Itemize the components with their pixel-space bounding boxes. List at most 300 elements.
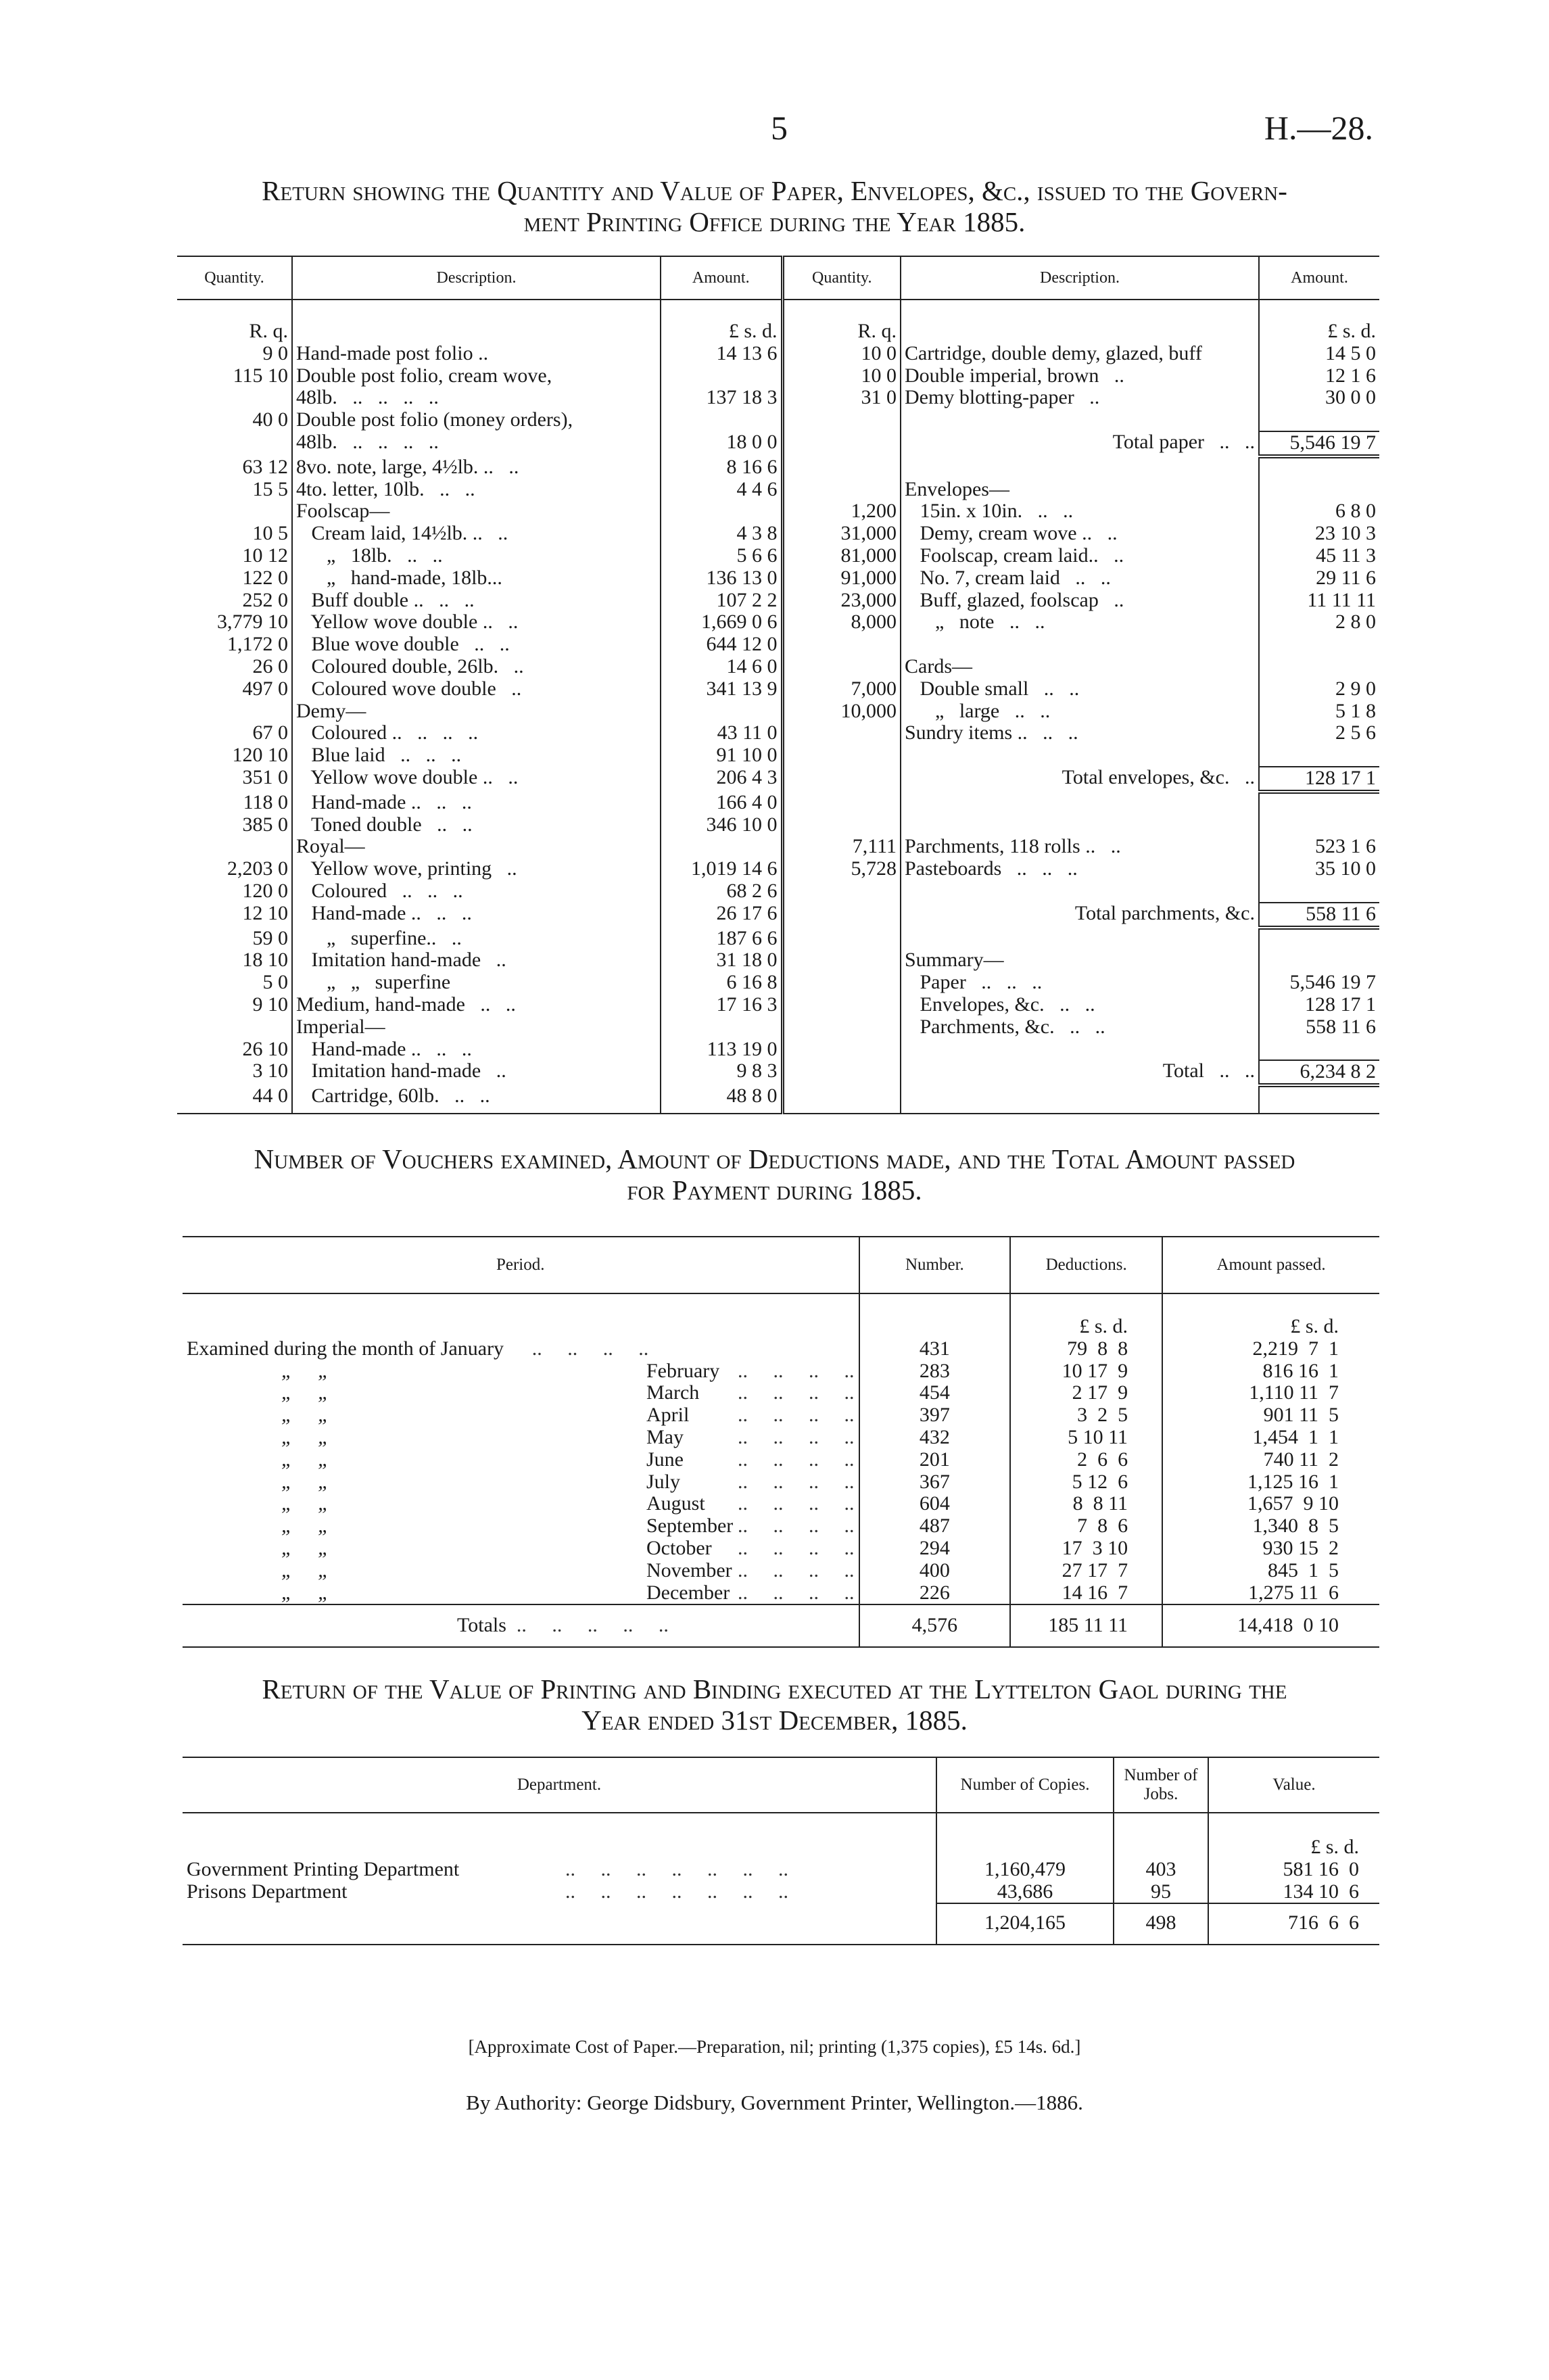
table-row (177, 343, 1379, 365)
right-quantity (782, 722, 901, 744)
left-description: Demy— (292, 700, 661, 723)
table-row (183, 1449, 1379, 1471)
voucher-number: 226 (859, 1582, 1011, 1605)
col-value: Value. (1208, 1757, 1379, 1813)
leader-dots: .. .. .. .. (728, 1558, 855, 1581)
left-amount: 48 8 0 (661, 1085, 782, 1108)
col-amount-passed: Amount passed. (1162, 1237, 1379, 1293)
left-quantity: 252 0 (242, 588, 288, 611)
left-quantity: 351 0 (242, 765, 288, 788)
left-quantity: 9 10 (252, 993, 288, 1016)
left-quantity: 1,172 0 (227, 633, 288, 656)
right-description: Total envelopes, &c. .. (901, 767, 1259, 792)
right-amount: 23 10 3 (1259, 523, 1379, 545)
col-quantity: Quantity. (177, 256, 292, 300)
right-description: Foolscap, cream laid.. .. (901, 545, 1259, 567)
left-amount: 4 3 8 (661, 523, 782, 545)
left-amount: 1,019 14 6 (661, 858, 782, 880)
right-description: Pasteboards .. .. .. (901, 858, 1259, 880)
left-amount: 14 6 0 (661, 656, 782, 678)
amount-passed: 1,454 1 1 (1162, 1427, 1379, 1449)
total-deductions: 185 11 11 (1010, 1604, 1162, 1647)
department-cell: Government Printing Department .. .. .. .. .. .. .. (187, 1857, 788, 1880)
vouchers-table (183, 1236, 1379, 1648)
deduction-amount: 8 8 11 (1010, 1493, 1162, 1515)
left-amount: 1,669 0 6 (661, 611, 782, 634)
right-amount (1259, 744, 1379, 767)
right-amount: 558 11 6 (1259, 1016, 1379, 1039)
left-description: 48lb. .. .. .. .. (292, 387, 661, 409)
month-name: January (440, 1337, 504, 1360)
left-description: „ „ superfine (292, 972, 661, 994)
deduction-amount: 17 3 10 (1010, 1538, 1162, 1560)
left-description: 48lb. .. .. .. .. (292, 431, 661, 456)
right-description (901, 792, 1259, 814)
right-quantity: 23,000 (782, 590, 901, 612)
right-quantity (782, 903, 901, 928)
table-row (183, 1538, 1379, 1560)
right-quantity (782, 928, 901, 950)
period-cell (183, 1427, 859, 1449)
table-row (183, 1471, 1379, 1494)
right-amount (1259, 1085, 1379, 1108)
left-amount: 341 13 9 (661, 678, 782, 700)
units-amount-passed: £ s. d. (1162, 1293, 1379, 1338)
totals-label-cell: Totals .. .. .. .. .. (183, 1604, 859, 1647)
table-row (177, 1039, 1379, 1061)
left-quantity: 3,779 10 (217, 611, 288, 634)
ditto-marks: „ „ (281, 1581, 329, 1604)
table-row (177, 792, 1379, 814)
table-row (177, 972, 1379, 994)
right-description: Summary— (901, 949, 1259, 972)
right-description (901, 814, 1259, 836)
period-cell (183, 1360, 859, 1383)
leader-dots: .. .. .. .. (728, 1404, 855, 1427)
right-amount: 11 11 11 (1259, 590, 1379, 612)
left-amount (661, 836, 782, 858)
col-description: Description. (292, 256, 661, 300)
total-amount-passed: 14,418 0 10 (1162, 1604, 1379, 1647)
leader-dots: .. .. .. .. (728, 1536, 855, 1559)
left-amount: 346 10 0 (661, 814, 782, 836)
left-quantity: 26 10 (242, 1037, 288, 1060)
table-row (177, 1060, 1379, 1085)
table-row (177, 545, 1379, 567)
right-description: Parchments, 118 rolls .. .. (901, 836, 1259, 858)
authority-line: By Authority: George Didsbury, Government Printer, Wellington.—1886. (466, 2091, 1083, 2114)
totals-row (183, 1604, 1379, 1647)
left-amount (661, 1016, 782, 1039)
ditto-marks: „ „ (281, 1536, 329, 1559)
month-name: April (646, 1404, 690, 1427)
voucher-number: 432 (859, 1427, 1011, 1449)
left-amount: 68 2 6 (661, 880, 782, 903)
left-amount: 17 16 3 (661, 994, 782, 1016)
col-copies: Number of Copies. (936, 1757, 1114, 1813)
month-name: June (646, 1448, 684, 1471)
right-quantity: 1,200 (782, 500, 901, 523)
month-name: May (646, 1425, 684, 1448)
left-description: Hand-made .. .. .. (292, 1039, 661, 1061)
left-amount (661, 409, 782, 431)
leader-dots: .. .. .. .. (521, 1337, 649, 1360)
amount-passed: 901 11 5 (1162, 1404, 1379, 1427)
units-qty: R. q. (249, 320, 288, 342)
table-row (183, 1560, 1379, 1582)
left-amount: 5 6 6 (661, 545, 782, 567)
col-number: Number. (859, 1237, 1011, 1293)
right-description: No. 7, cream laid .. .. (901, 567, 1259, 590)
table-row (177, 500, 1379, 523)
voucher-number: 454 (859, 1382, 1011, 1404)
units-amt-right: £ s. d. (1259, 300, 1379, 343)
right-quantity (782, 1060, 901, 1085)
right-quantity: 31 0 (782, 387, 901, 409)
left-quantity: 122 0 (242, 566, 288, 589)
leader-dots: .. .. .. .. (728, 1515, 855, 1538)
copies-count: 1,160,479 (936, 1859, 1114, 1881)
period-prefix: Examined during the month of (187, 1337, 436, 1360)
left-amount: 31 18 0 (661, 949, 782, 972)
total-copies: 1,204,165 (936, 1903, 1114, 1945)
left-amount: 6 16 8 (661, 972, 782, 994)
period-cell (183, 1582, 859, 1605)
table-row (183, 1582, 1379, 1605)
right-quantity (782, 994, 901, 1016)
col-description-right: Description. (901, 256, 1259, 300)
col-quantity-right: Quantity. (782, 256, 901, 300)
left-quantity: 120 0 (242, 879, 288, 902)
col-amount: Amount. (661, 256, 782, 300)
left-amount: 644 12 0 (661, 634, 782, 656)
right-quantity (782, 880, 901, 903)
period-cell (183, 1404, 859, 1427)
table-row (183, 1515, 1379, 1538)
left-amount (661, 700, 782, 723)
table-row (183, 1427, 1379, 1449)
right-quantity (782, 656, 901, 678)
table-row (183, 1493, 1379, 1515)
right-amount (1259, 634, 1379, 656)
left-description: 8vo. note, large, 4½lb. .. .. (292, 456, 661, 479)
right-description (901, 1085, 1259, 1108)
right-description (901, 634, 1259, 656)
table-row (177, 523, 1379, 545)
left-description: Hand-made .. .. .. (292, 792, 661, 814)
left-quantity: 10 12 (242, 544, 288, 567)
amount-passed: 816 16 1 (1162, 1360, 1379, 1383)
col-period: Period. (183, 1237, 859, 1293)
period-cell (183, 1338, 859, 1360)
deduction-amount: 2 6 6 (1010, 1449, 1162, 1471)
right-quantity (782, 1085, 901, 1108)
left-description: Royal— (292, 836, 661, 858)
right-description (901, 880, 1259, 903)
leader-dots: .. .. .. .. (728, 1581, 855, 1604)
table-row (183, 1382, 1379, 1404)
table-row (183, 1859, 1379, 1881)
right-quantity (782, 1016, 901, 1039)
left-quantity (177, 836, 292, 858)
voucher-number: 604 (859, 1493, 1011, 1515)
page-number: 5 (771, 109, 788, 147)
right-description: Paper .. .. .. (901, 972, 1259, 994)
right-quantity: 91,000 (782, 567, 901, 590)
left-amount: 137 18 3 (661, 387, 782, 409)
month-name: September (646, 1515, 734, 1538)
left-quantity: 3 10 (252, 1060, 288, 1082)
table-row (177, 700, 1379, 723)
period-cell (183, 1493, 859, 1515)
right-quantity: 31,000 (782, 523, 901, 545)
left-quantity: 44 0 (252, 1085, 288, 1108)
right-amount: 128 17 1 (1259, 767, 1379, 792)
left-quantity: 497 0 (242, 677, 288, 700)
amount-passed: 1,275 11 6 (1162, 1582, 1379, 1605)
period-cell (183, 1560, 859, 1582)
left-description: Blue wove double .. .. (292, 634, 661, 656)
left-amount: 107 2 2 (661, 590, 782, 612)
right-quantity (782, 792, 901, 814)
period-cell (183, 1382, 859, 1404)
left-description: „ hand-made, 18lb... (292, 567, 661, 590)
voucher-number: 400 (859, 1560, 1011, 1582)
left-description: Toned double .. .. (292, 814, 661, 836)
left-description: Hand-made post folio .. (292, 343, 661, 365)
left-description: Buff double .. .. .. (292, 590, 661, 612)
left-quantity: 9 0 (262, 341, 288, 364)
period-cell (183, 1471, 859, 1494)
col-amount-right: Amount. (1259, 256, 1379, 300)
left-quantity: 40 0 (252, 408, 288, 431)
right-amount (1259, 792, 1379, 814)
right-quantity (782, 1039, 901, 1061)
left-quantity: 10 5 (252, 522, 288, 545)
left-amount: 43 11 0 (661, 722, 782, 744)
table-row (183, 1360, 1379, 1383)
left-description: „ 18lb. .. .. (292, 545, 661, 567)
month-name: February (646, 1359, 720, 1382)
right-description: Cartridge, double demy, glazed, buff (901, 343, 1259, 365)
cost-note: [Approximate Cost of Paper.—Preparation, nil; printing (1,375 copies), £5 14s. 6d.] (468, 2037, 1081, 2057)
amount-passed: 1,125 16 1 (1162, 1471, 1379, 1494)
value-amount: 134 10 6 (1208, 1881, 1379, 1904)
ditto-marks: „ „ (281, 1558, 329, 1581)
left-quantity (177, 700, 292, 723)
document-reference: H.—28. (1264, 109, 1373, 147)
jobs-count: 95 (1114, 1881, 1208, 1904)
left-quantity: 118 0 (243, 790, 288, 813)
period-cell (183, 1538, 859, 1560)
table-row (183, 1338, 1379, 1360)
right-quantity (782, 479, 901, 501)
table-row (177, 744, 1379, 767)
right-quantity: 5,728 (782, 858, 901, 880)
left-quantity: 67 0 (252, 721, 288, 744)
ditto-marks: „ „ (281, 1359, 329, 1382)
right-quantity (782, 431, 901, 456)
right-description: Double small .. .. (901, 678, 1259, 700)
table-row (177, 387, 1379, 409)
deduction-amount: 7 8 6 (1010, 1515, 1162, 1538)
right-amount (1259, 456, 1379, 479)
right-amount: 128 17 1 (1259, 994, 1379, 1016)
table-row (177, 1085, 1379, 1108)
table-row (177, 365, 1379, 387)
amount-passed: 2,219 7 1 (1162, 1338, 1379, 1360)
left-quantity: 2,203 0 (227, 857, 288, 880)
right-amount: 6,234 8 2 (1259, 1060, 1379, 1085)
return1-title-line1: Return showing the Quantity and Value of Paper, Envelopes, &c., issued to the Govern- (262, 175, 1287, 206)
right-quantity: 10 0 (782, 343, 901, 365)
right-quantity (782, 456, 901, 479)
right-quantity: 7,111 (782, 836, 901, 858)
month-name: November (646, 1558, 732, 1581)
left-description: Double post folio, cream wove, (292, 365, 661, 387)
table-row (183, 1881, 1379, 1904)
value-amount: 581 16 0 (1208, 1859, 1379, 1881)
right-quantity (782, 409, 901, 431)
left-description: Foolscap— (292, 500, 661, 523)
vouchers-title-line2: for Payment during 1885. (627, 1174, 922, 1206)
table-row (177, 479, 1379, 501)
left-description: Medium, hand-made .. .. (292, 994, 661, 1016)
table-row (177, 767, 1379, 792)
right-quantity (782, 634, 901, 656)
left-description: Imitation hand-made .. (292, 1060, 661, 1085)
left-description: Cream laid, 14½lb. .. .. (292, 523, 661, 545)
left-quantity: 120 10 (232, 744, 288, 767)
deduction-amount: 14 16 7 (1010, 1582, 1162, 1605)
units-qty-right: R. q. (782, 300, 901, 343)
month-name: March (646, 1381, 700, 1404)
deduction-amount: 5 10 11 (1010, 1427, 1162, 1449)
return1-title-line2: ment Printing Office during the Year 1885. (523, 206, 1026, 237)
right-quantity (782, 744, 901, 767)
right-description (901, 456, 1259, 479)
right-amount: 2 5 6 (1259, 722, 1379, 744)
left-quantity: 63 12 (242, 455, 288, 478)
left-quantity: 12 10 (242, 901, 288, 924)
deduction-amount: 2 17 9 (1010, 1382, 1162, 1404)
voucher-number: 283 (859, 1360, 1011, 1383)
right-amount (1259, 409, 1379, 431)
leader-dots: .. .. .. .. (728, 1448, 855, 1471)
right-description: Demy, cream wove .. .. (901, 523, 1259, 545)
right-quantity (782, 949, 901, 972)
paper-return-table (177, 256, 1379, 1114)
ditto-marks: „ „ (281, 1470, 329, 1493)
right-description (901, 409, 1259, 431)
left-amount: 14 13 6 (661, 343, 782, 365)
left-amount: 26 17 6 (661, 903, 782, 928)
table-row (177, 928, 1379, 950)
table-row (177, 949, 1379, 972)
right-description: Envelopes— (901, 479, 1259, 501)
deduction-amount: 27 17 7 (1010, 1560, 1162, 1582)
printing-title-line1: Return of the Value of Printing and Binding executed at the Lyttelton Gaol during the (262, 1673, 1287, 1705)
right-amount (1259, 949, 1379, 972)
left-amount: 166 4 0 (661, 792, 782, 814)
left-description: Imitation hand-made .. (292, 949, 661, 972)
right-amount (1259, 656, 1379, 678)
left-amount: 9 8 3 (661, 1060, 782, 1085)
left-amount: 18 0 0 (661, 431, 782, 456)
right-amount: 5,546 19 7 (1259, 972, 1379, 994)
leader-dots: .. .. .. .. (728, 1381, 855, 1404)
right-quantity: 81,000 (782, 545, 901, 567)
right-quantity: 10,000 (782, 700, 901, 723)
leader-dots: .. .. .. .. (728, 1425, 855, 1448)
amount-passed: 1,110 11 7 (1162, 1382, 1379, 1404)
voucher-number: 294 (859, 1538, 1011, 1560)
right-amount: 5,546 19 7 (1259, 431, 1379, 456)
right-description (901, 928, 1259, 950)
table-row (177, 611, 1379, 634)
table-bottom-rule (177, 1108, 1379, 1114)
left-amount: 206 4 3 (661, 767, 782, 792)
right-quantity (782, 972, 901, 994)
left-amount: 91 10 0 (661, 744, 782, 767)
right-description: Total paper .. .. (901, 431, 1259, 456)
left-quantity: 18 10 (242, 949, 288, 972)
units-deductions: £ s. d. (1010, 1293, 1162, 1338)
printing-value-table (183, 1757, 1379, 1945)
table-row (177, 836, 1379, 858)
table-row (177, 634, 1379, 656)
left-description: Coloured .. .. .. .. (292, 722, 661, 744)
left-description: Double post folio (money orders), (292, 409, 661, 431)
voucher-number: 487 (859, 1515, 1011, 1538)
ditto-marks: „ „ (281, 1448, 329, 1471)
table-row (177, 409, 1379, 431)
deduction-amount: 3 2 5 (1010, 1404, 1162, 1427)
col-jobs: Number of Jobs. (1114, 1757, 1208, 1813)
table-row (177, 567, 1379, 590)
ditto-marks: „ „ (281, 1381, 329, 1404)
right-amount: 29 11 6 (1259, 567, 1379, 590)
right-quantity: 7,000 (782, 678, 901, 700)
right-description: Total parchments, &c. (901, 903, 1259, 928)
table-row (177, 880, 1379, 903)
right-description: Double imperial, brown .. (901, 365, 1259, 387)
leader-dots: .. .. .. .. (728, 1359, 855, 1382)
right-amount: 558 11 6 (1259, 903, 1379, 928)
ditto-marks: „ „ (281, 1492, 329, 1515)
printing-title-line2: Year ended 31st December, 1885. (581, 1705, 968, 1736)
left-quantity: 59 0 (252, 926, 288, 949)
right-amount: 6 8 0 (1259, 500, 1379, 523)
left-quantity (177, 431, 292, 456)
left-amount: 8 16 6 (661, 456, 782, 479)
voucher-number: 367 (859, 1471, 1011, 1494)
right-amount (1259, 928, 1379, 950)
left-amount: 113 19 0 (661, 1039, 782, 1061)
ditto-marks: „ „ (281, 1404, 329, 1427)
right-amount (1259, 814, 1379, 836)
left-description: Imperial— (292, 1016, 661, 1039)
right-amount: 45 11 3 (1259, 545, 1379, 567)
col-deductions: Deductions. (1010, 1237, 1162, 1293)
deduction-amount: 10 17 9 (1010, 1360, 1162, 1383)
table-row (177, 678, 1379, 700)
jobs-count: 403 (1114, 1859, 1208, 1881)
right-amount: 30 0 0 (1259, 387, 1379, 409)
right-amount (1259, 880, 1379, 903)
left-description: Yellow wove, printing .. (292, 858, 661, 880)
department-name: Prisons Department (187, 1880, 348, 1903)
